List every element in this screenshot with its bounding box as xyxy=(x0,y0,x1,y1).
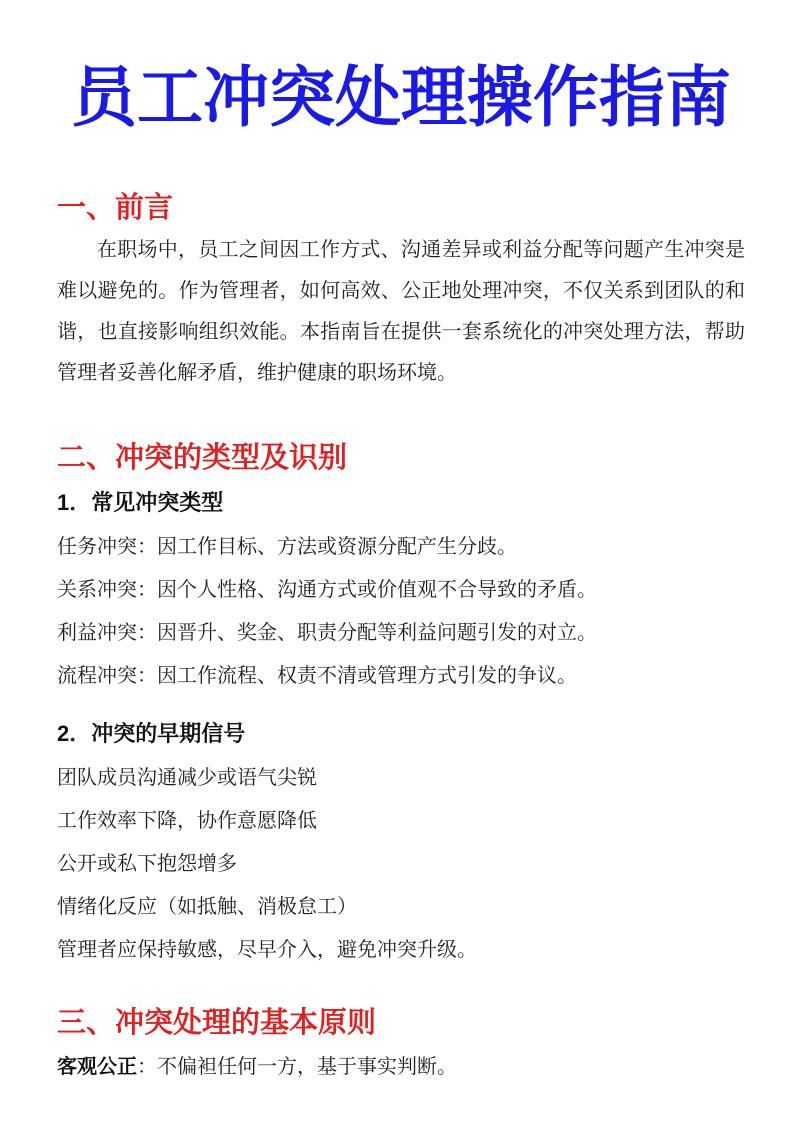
list-item-interest-conflict: 利益冲突：因晋升、奖金、职责分配等利益问题引发的对立。 xyxy=(57,622,597,644)
subsection-heading-common-types: 1．常见冲突类型 xyxy=(57,490,224,515)
list-item-relationship-conflict: 关系冲突：因个人性格、沟通方式或价值观不合导致的矛盾。 xyxy=(57,579,597,601)
list-item-communication-decrease: 团队成员沟通减少或语气尖锐 xyxy=(57,767,317,789)
list-item-emotional-reaction: 情绪化反应（如抵触、消极怠工） xyxy=(57,896,357,918)
early-signal-list xyxy=(57,757,745,972)
section-heading-principles: 三、冲突处理的基本原则 xyxy=(57,1007,377,1039)
subsection-heading-early-signals: 2．冲突的早期信号 xyxy=(57,721,246,746)
preface-paragraph: 在职场中，员工之间因工作方式、沟通差异或利益分配等问题产生冲突是难以避免的。作为管理者，如何高效、公正地处理冲突，不仅关系到团队的和谐，也直接影响组织效能。本指南旨在提供一套系统化的冲突处理方法，帮助管理者妥善化解矛盾，维护健康的职场环境。 xyxy=(57,239,745,384)
list-item-process-conflict: 流程冲突：因工作流程、权责不清或管理方式引发的争议。 xyxy=(57,665,577,687)
list-item-efficiency-drop: 工作效率下降，协作意愿降低 xyxy=(57,810,317,832)
principle-line xyxy=(57,1046,745,1089)
list-item-manager-alert: 管理者应保持敏感，尽早介入，避免冲突升级。 xyxy=(57,939,477,961)
section-heading-conflict-types: 二、冲突的类型及识别 xyxy=(57,442,348,474)
list-item-task-conflict: 任务冲突：因工作目标、方法或资源分配产生分歧。 xyxy=(57,536,517,558)
document-title: 员工冲突处理操作指南 xyxy=(71,60,731,134)
principle-description: ：不偏袒任何一方，基于事实判断。 xyxy=(137,1056,457,1078)
conflict-type-list xyxy=(57,526,745,698)
section-heading-preface: 一、前言 xyxy=(57,192,174,224)
list-item-complaints-increase: 公开或私下抱怨增多 xyxy=(57,853,237,875)
principle-term: 客观公正 xyxy=(57,1056,137,1078)
